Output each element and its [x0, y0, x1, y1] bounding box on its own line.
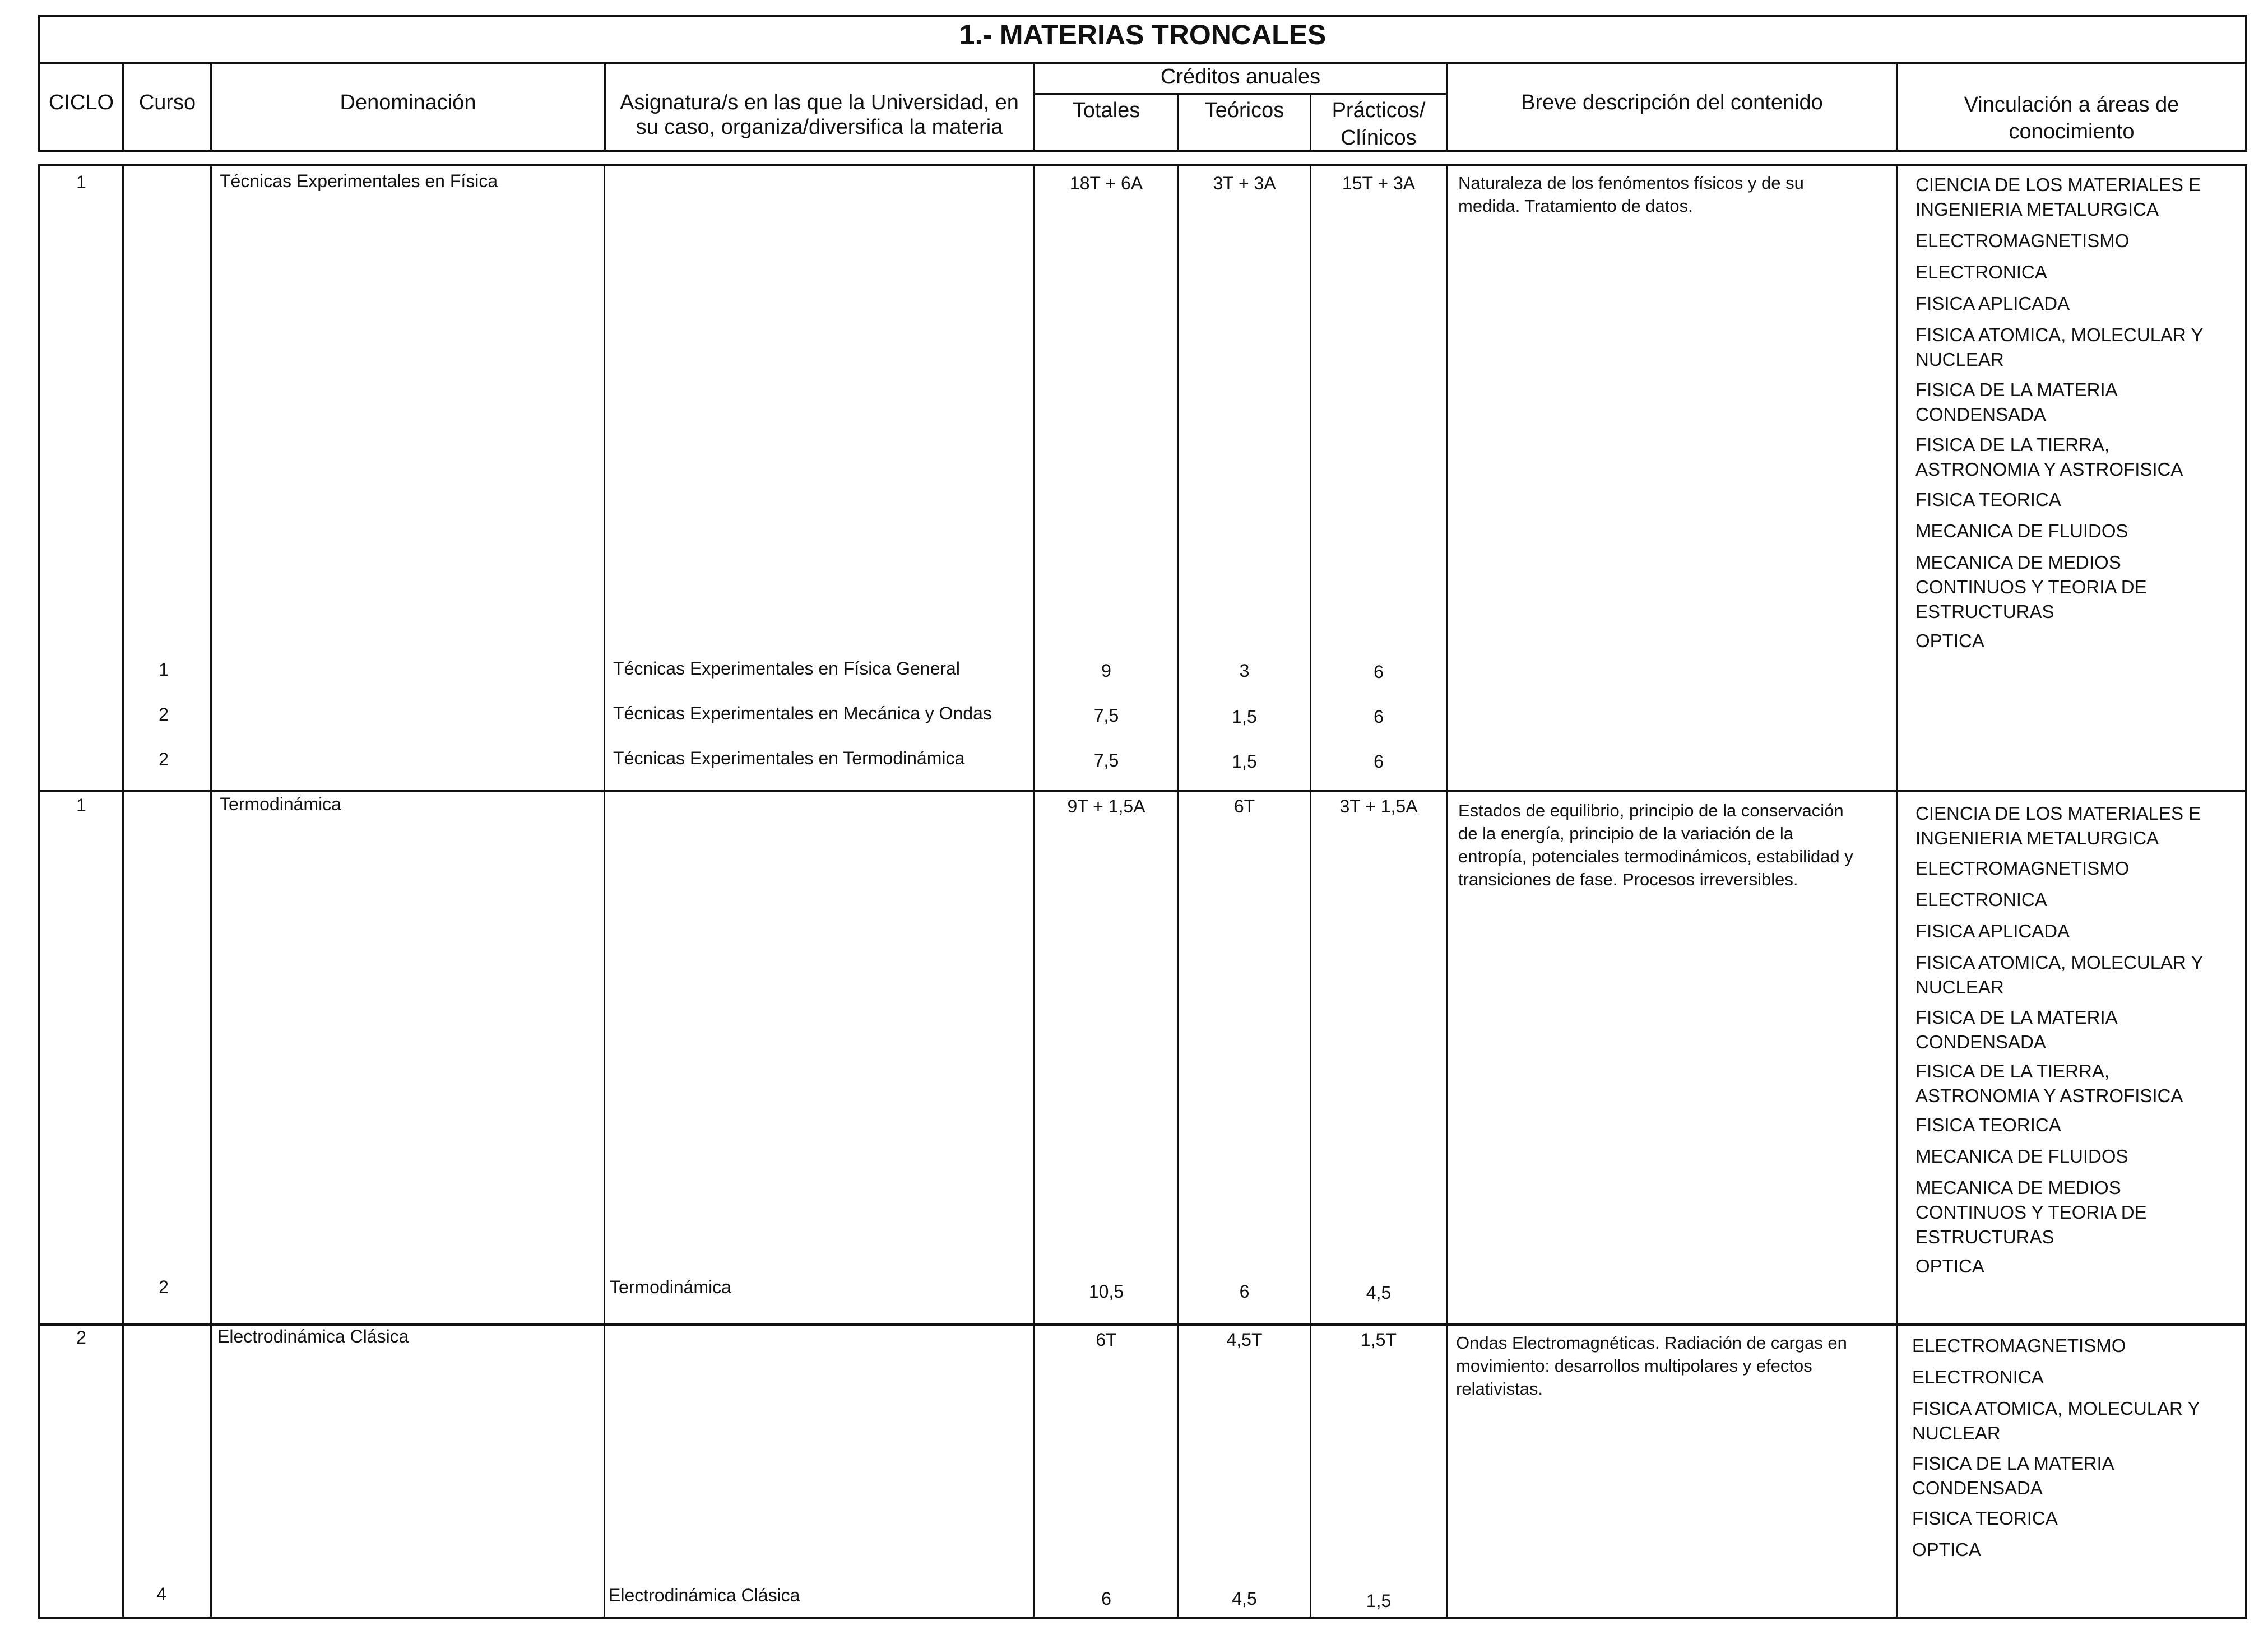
asignatura-practicos: 6 [1374, 707, 1384, 727]
area-item: ELECTRONICA [1915, 262, 2047, 282]
area-item: OPTICA [1915, 1256, 1984, 1276]
header-descripcion: Breve descripción del contenido [1521, 91, 1823, 114]
asignatura-curso: 2 [159, 704, 169, 724]
descripcion-line: Ondas Electromagnéticas. Radiación de cargas en [1456, 1333, 1847, 1353]
area-item: CONDENSADA [1915, 404, 2046, 425]
header-border-bottom [38, 150, 2247, 152]
area-item: ELECTRONICA [1915, 889, 2047, 910]
body-border-bottom [38, 1617, 2247, 1619]
area-item: ESTRUCTURAS [1915, 601, 2054, 622]
area-item: ESTRUCTURAS [1915, 1227, 2054, 1247]
asignatura-totales: 9 [1101, 661, 1111, 681]
asignatura-practicos: 6 [1374, 662, 1384, 682]
body-divider-denominacion [604, 164, 605, 1619]
asignatura-teoricos: 1,5 [1232, 707, 1257, 727]
area-item: FISICA DE LA MATERIA [1915, 379, 2118, 400]
area-item: FISICA ATOMICA, MOLECULAR Y [1915, 324, 2204, 345]
materia-teoricos: 4,5T [1226, 1330, 1263, 1350]
area-item: CONTINUOS Y TEORIA DE [1915, 1202, 2147, 1223]
materia-ciclo: 1 [76, 172, 86, 192]
body-divider-curso [210, 164, 212, 1619]
materia-practicos: 1,5T [1360, 1330, 1397, 1350]
materia-totales: 9T + 1,5A [1067, 796, 1145, 816]
body-divider-asignatura [1033, 164, 1035, 1619]
area-item: FISICA TEORICA [1915, 489, 2061, 510]
header-creditos-anuales: Créditos anuales [1160, 65, 1321, 89]
row-separator-1 [38, 790, 2247, 792]
asignatura-curso: 2 [159, 749, 169, 769]
area-item: NUCLEAR [1915, 977, 2004, 997]
asignatura-teoricos: 3 [1239, 661, 1250, 681]
materia-teoricos: 6T [1233, 796, 1255, 816]
body-border-left [38, 164, 40, 1619]
asignatura-totales: 6 [1101, 1588, 1111, 1609]
area-item: MECANICA DE FLUIDOS [1915, 1146, 2128, 1167]
area-item: ELECTROMAGNETISMO [1915, 230, 2130, 251]
area-item: NUCLEAR [1912, 1423, 2001, 1443]
asignatura-practicos: 1,5 [1366, 1591, 1392, 1611]
materia-descripcion [1458, 799, 1853, 891]
area-item: FISICA DE LA TIERRA, [1915, 1061, 2110, 1081]
header-asignatura-line1: Asignatura/s en las que la Universidad, en [620, 91, 1019, 114]
materia-denominacion: Técnicas Experimentales en Física [220, 171, 498, 191]
asignatura-nombre: Termodinámica [610, 1277, 731, 1297]
asignatura-teoricos: 6 [1239, 1281, 1250, 1302]
asignatura-teoricos: 4,5 [1232, 1588, 1257, 1609]
body-border-right [2245, 164, 2247, 1619]
area-item: INGENIERIA METALURGICA [1915, 828, 2159, 848]
asignatura-totales: 10,5 [1088, 1281, 1124, 1302]
area-item: ELECTRONICA [1912, 1367, 2044, 1387]
descripcion-line: relativistas. [1456, 1379, 1543, 1399]
body-divider-descripcion [1896, 164, 1898, 1619]
asignatura-curso: 2 [159, 1277, 169, 1297]
materia-practicos: 3T + 1,5A [1339, 796, 1418, 816]
materia-ciclo: 1 [76, 795, 86, 815]
area-item: ASTRONOMIA Y ASTROFISICA [1915, 1085, 2183, 1106]
materia-areas-list [1915, 173, 2203, 653]
descripcion-line: Estados de equilibrio, principio de la conservación [1458, 801, 1844, 820]
area-item: CONDENSADA [1915, 1032, 2046, 1052]
header-denominacion: Denominación [340, 91, 476, 114]
area-item: OPTICA [1915, 630, 1984, 651]
asignatura-nombre: Técnicas Experimentales en Física General [613, 658, 960, 679]
area-item: FISICA TEORICA [1915, 1114, 2061, 1135]
title-border-top [38, 15, 2247, 17]
header-vinculacion-line1: Vinculación a áreas de [1964, 93, 2179, 117]
descripcion-line: medida. Tratamiento de datos. [1458, 196, 1693, 216]
area-item: FISICA APLICADA [1915, 921, 2070, 941]
body-divider-totales [1177, 164, 1179, 1619]
area-item: CIENCIA DE LOS MATERIALES E [1915, 174, 2201, 195]
area-item: NUCLEAR [1915, 349, 2004, 370]
area-item: FISICA APLICADA [1915, 293, 2070, 314]
area-item: CONDENSADA [1912, 1478, 2043, 1498]
header-ciclo: CICLO [48, 91, 114, 114]
materia-descripcion [1456, 1331, 1847, 1400]
area-item: FISICA DE LA MATERIA [1912, 1453, 2114, 1474]
area-item: ELECTROMAGNETISMO [1915, 858, 2130, 879]
body-divider-teoricos [1310, 164, 1311, 1619]
materia-teoricos: 3T + 3A [1213, 173, 1276, 193]
area-item: MECANICA DE MEDIOS [1915, 1177, 2121, 1198]
area-item: OPTICA [1912, 1539, 1981, 1560]
area-item: FISICA TEORICA [1912, 1508, 2058, 1529]
header-teoricos: Teóricos [1204, 99, 1284, 122]
materia-areas-list [1915, 801, 2203, 1279]
materia-totales: 18T + 6A [1069, 173, 1143, 193]
body-divider-ciclo [122, 164, 124, 1619]
asignatura-nombre: Técnicas Experimentales en Mecánica y Ondas [613, 703, 992, 723]
area-item: CIENCIA DE LOS MATERIALES E [1915, 803, 2201, 824]
materia-descripcion [1458, 171, 1804, 217]
asignatura-curso: 1 [159, 659, 169, 680]
area-item: INGENIERIA METALURGICA [1915, 199, 2159, 220]
asignatura-totales: 7,5 [1093, 750, 1119, 770]
body-divider-practicos [1446, 164, 1448, 1619]
header-practicos-line2: Clínicos [1341, 126, 1417, 150]
area-item: CONTINUOS Y TEORIA DE [1915, 577, 2147, 597]
descripcion-line: movimiento: desarrollos multipolares y efectos [1456, 1356, 1812, 1376]
asignatura-teoricos: 1,5 [1232, 751, 1257, 772]
asignatura-nombre: Electrodinámica Clásica [609, 1585, 800, 1605]
header-divider-creditos-sub [1033, 93, 1448, 95]
descripcion-line: Naturaleza de los fenómentos físicos y de su [1458, 173, 1804, 193]
header-practicos-line1: Prácticos/ [1332, 99, 1426, 122]
materia-denominacion: Termodinámica [220, 794, 341, 814]
area-item: ELECTROMAGNETISMO [1912, 1335, 2126, 1356]
title-border-bottom [38, 62, 2247, 64]
asignatura-curso: 4 [156, 1584, 166, 1604]
materia-totales: 6T [1096, 1330, 1117, 1350]
header-totales: Totales [1072, 99, 1140, 122]
area-item: MECANICA DE FLUIDOS [1915, 521, 2128, 541]
materia-denominacion: Electrodinámica Clásica [217, 1326, 409, 1346]
descripcion-line: transiciones de fase. Procesos irreversibles. [1458, 870, 1798, 889]
row-separator-2 [38, 1323, 2247, 1326]
page-title: 1.- MATERIAS TRONCALES [959, 19, 1327, 50]
area-item: FISICA ATOMICA, MOLECULAR Y [1915, 952, 2204, 973]
descripcion-line: de la energía, principio de la variación de la [1458, 824, 1793, 843]
asignatura-practicos: 4,5 [1366, 1283, 1392, 1303]
materia-areas-list [1912, 1334, 2200, 1562]
area-item: FISICA ATOMICA, MOLECULAR Y [1912, 1398, 2200, 1419]
materia-practicos: 15T + 3A [1342, 173, 1416, 193]
asignatura-nombre: Técnicas Experimentales en Termodinámica [613, 748, 965, 768]
materia-ciclo: 2 [76, 1327, 86, 1348]
header-asignatura-line2: su caso, organiza/diversifica la materia [636, 115, 1003, 139]
body-border-top [38, 164, 2247, 166]
area-item: FISICA DE LA TIERRA, [1915, 434, 2110, 455]
descripcion-line: entropía, potenciales termodinámicos, estabilidad y [1458, 847, 1853, 866]
header-vinculacion-line2: conocimiento [2009, 120, 2135, 143]
area-item: MECANICA DE MEDIOS [1915, 552, 2121, 573]
area-item: FISICA DE LA MATERIA [1915, 1007, 2118, 1028]
area-item: ASTRONOMIA Y ASTROFISICA [1915, 459, 2183, 480]
asignatura-totales: 7,5 [1093, 705, 1119, 726]
header-curso: Curso [138, 91, 196, 114]
asignatura-practicos: 6 [1374, 751, 1384, 772]
